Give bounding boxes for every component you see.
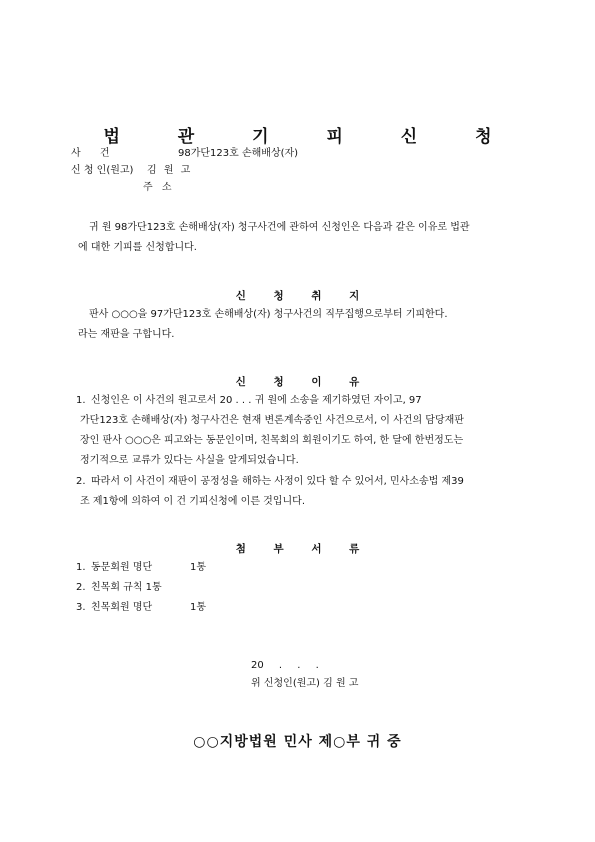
applicant-value: 김 원 고 [147,165,191,176]
purpose-line-1: 판사 ○○○을 97가단123호 손해배상(자) 청구사건의 직무집행으로부터 기피한다. [89,309,448,320]
attachment-2-number: 2. [76,582,86,593]
attachment-3-name: 친목회원 명단 [91,602,153,613]
purpose-heading: 신 청 취 지 [235,290,372,302]
intro-line-1: 귀 원 98가단123호 손해배상(자) 청구사건에 관하여 신청인은 다음과 같은 이유로 법관 [89,222,470,233]
attachment-1-number: 1. [76,562,86,573]
attachments-heading: 첨 부 서 류 [235,543,372,555]
address-label: 주 소 [143,182,172,193]
reason-1-number: 1. [76,395,86,406]
attachment-1-name: 동문회원 명단 [91,562,153,573]
purpose-line-2: 라는 재판을 구합니다. [78,329,175,340]
reason-1-line-4: 정기적으로 교류가 있다는 사실을 알게되었습니다. [80,455,299,466]
reason-2-number: 2. [76,476,86,487]
document-title: 법 관 기 피 신 청 [103,127,518,147]
court-addressee: ○○지방법원 민사 제○부 귀 중 [193,734,402,750]
reasons-heading: 신 청 이 유 [235,376,372,388]
applicant-label: 신 청 인(원고) [71,165,134,176]
intro-line-2: 에 대한 기피를 신청합니다. [78,242,197,253]
attachment-2-name: 친목회 규칙 1통 [91,582,162,593]
attachment-3-count: 1통 [190,602,207,613]
reason-1-line-1: 신청인은 이 사건의 원고로서 20 . . . 귀 원에 소송을 제기하였던 자이고, 97 [91,395,422,406]
signature-line: 위 신청인(원고) 김 원 고 [251,678,359,689]
attachment-1-count: 1통 [190,562,207,573]
reason-1-line-2: 가단123호 손해배상(자) 청구사건은 현재 변론계속중인 사건으로서, 이 사건의 담당재판 [80,415,464,426]
reason-1-line-3: 장인 판사 ○○○은 피고와는 동문인이며, 친목회의 회원이기도 하여, 한 달에 한번정도는 [80,435,464,446]
attachment-3-number: 3. [76,602,86,613]
date-line: 20 . . . [251,660,319,671]
case-value: 98가단123호 손해배상(자) [178,148,299,159]
reason-2-line-2: 조 제1항에 의하여 이 건 기피신청에 이른 것입니다. [80,496,305,507]
reason-2-line-1: 따라서 이 사건이 재판이 공정성을 해하는 사정이 있다 할 수 있어서, 민사소송법 제39 [91,476,464,487]
case-label: 사 건 [71,148,110,159]
